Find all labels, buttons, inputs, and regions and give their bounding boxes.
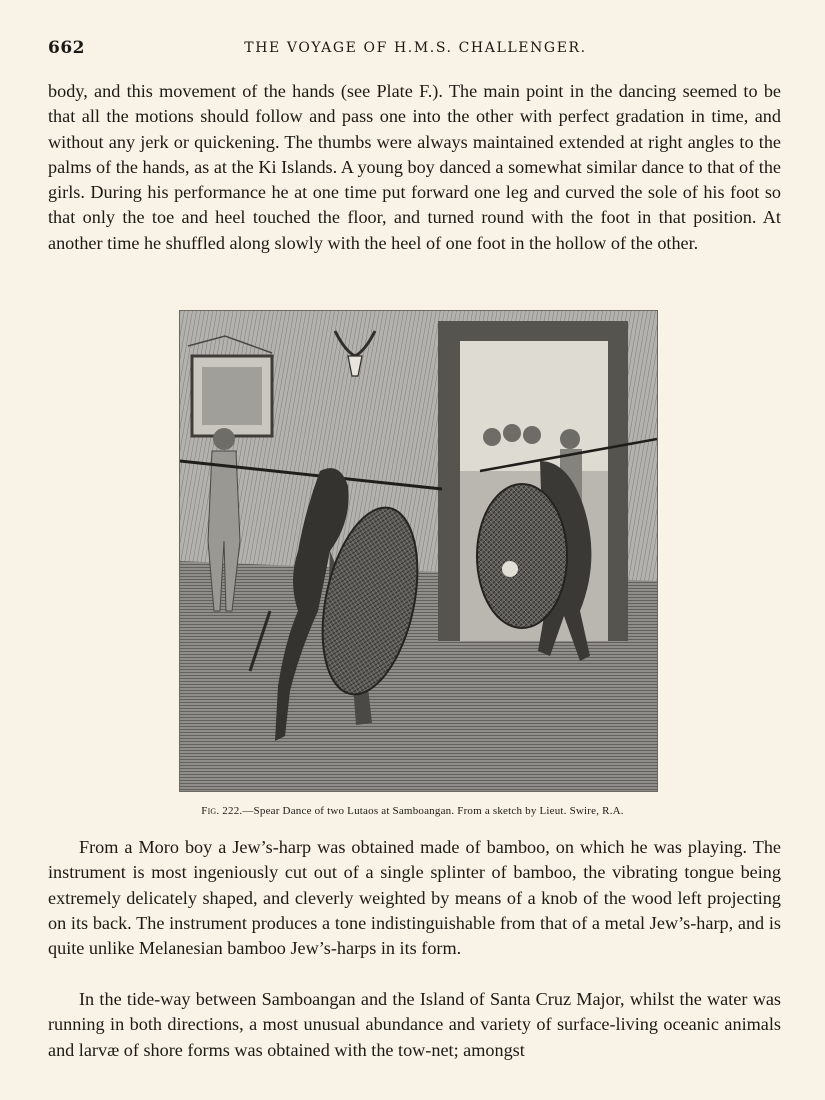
page-number: 662 (48, 38, 85, 58)
running-title: THE VOYAGE OF H.M.S. CHALLENGER. (244, 40, 587, 56)
figure-caption (100, 805, 725, 817)
page-header (48, 38, 783, 62)
paragraph-tow-net: In the tide-way between Samboangan and the Island of Santa Cruz Major, whilst the water was running in both directions, a most unusual abundance and variety of surface-living oceanic animals and larvæ of shore forms was obtained with the tow-net; amongst (48, 989, 781, 1060)
figure-label: Fig. 222. (201, 805, 243, 817)
paragraph-dancing: body, and this movement of the hands (see Plate F.). The main point in the dancing seemed to be that all the motions should follow and pass one into the other with perfect gradation in time, and without any jerk or quickening. The thumbs were always maintained extended at right angles to the palms of the hands, as at the Ki Islands. A young boy danced a somewhat similar dance to that of the girls. During his performance he at one time put forward one leg and curved the sole of his foot so that only the toe and heel touched the floor, and turned round with the foot in that position. At another time he shuffled along slowly with the heel of one foot in the hollow of the other. (48, 81, 781, 253)
figure-caption-text: —Spear Dance of two Lutaos at Samboangan. From a sketch by Lieut. Swire, R.A. (242, 805, 624, 817)
right-shield (477, 484, 567, 628)
paragraph-jews-harp: From a Moro boy a Jew’s-harp was obtained made of bamboo, on which he was playing. The instrument is most ingeniously cut out of a single splinter of bamboo, the vibrating tongue being extremely delicately shaped, and cleverly weighted by means of a knob of the wood left projecting on its back. The instrument produces a tone indistinguishable from that of a metal Jew’s-harp, and is quite unlike Melanesian bamboo Jew’s-harps in its form. (48, 837, 781, 959)
spear-dance-illustration (179, 310, 658, 792)
